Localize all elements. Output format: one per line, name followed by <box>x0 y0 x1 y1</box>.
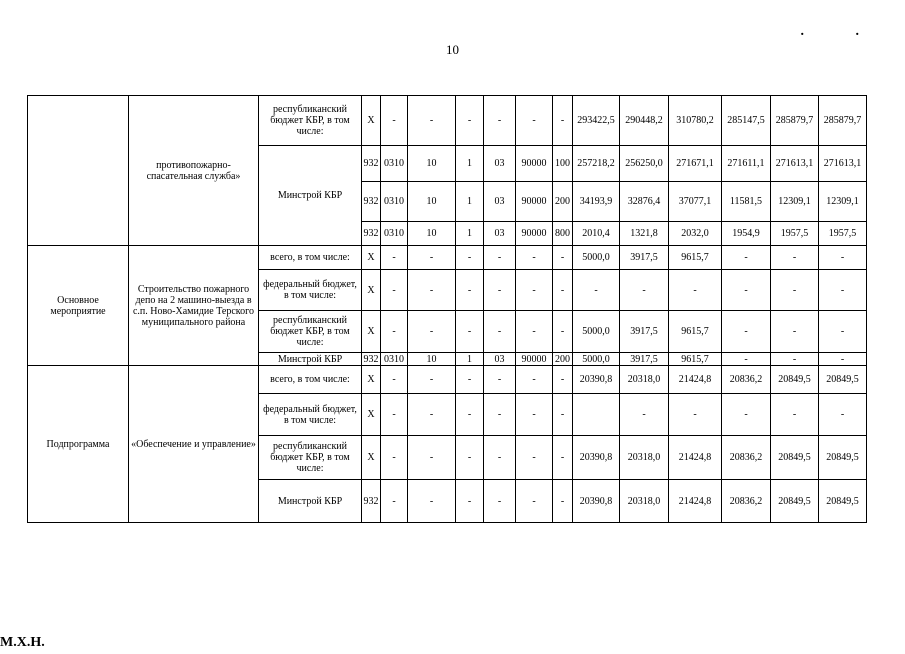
table-cell: 3917,5 <box>620 311 669 353</box>
table-cell: - <box>722 353 771 366</box>
table-cell: - <box>819 246 867 270</box>
table-cell: - <box>819 311 867 353</box>
table-cell: 11581,5 <box>722 182 771 222</box>
table-cell: 285879,7 <box>819 96 867 146</box>
table-cell: республиканский бюджет КБР, в том числе: <box>259 436 362 480</box>
name-cell-2: Строительство пожарного депо на 2 машино-выезда в с.п. Ново-Хамидие Терского муниципального района <box>129 246 259 366</box>
table-cell: - <box>456 436 484 480</box>
table-cell: X <box>362 311 381 353</box>
table-cell: X <box>362 394 381 436</box>
table-cell: - <box>408 96 456 146</box>
table-cell <box>573 394 620 436</box>
table-cell: 20390,8 <box>573 366 620 394</box>
table-cell: - <box>484 480 516 523</box>
table-cell: - <box>484 366 516 394</box>
table-cell: - <box>722 311 771 353</box>
table-cell: 271611,1 <box>722 146 771 182</box>
table-cell: - <box>381 366 408 394</box>
table-cell: X <box>362 366 381 394</box>
table-cell: 271613,1 <box>819 146 867 182</box>
table-cell: 1954,9 <box>722 222 771 246</box>
table-cell: 2032,0 <box>669 222 722 246</box>
table-cell: - <box>669 270 722 311</box>
table-cell: 90000 <box>516 222 553 246</box>
table-cell: 932 <box>362 480 381 523</box>
table-cell: - <box>408 311 456 353</box>
table-cell: 20836,2 <box>722 436 771 480</box>
table-cell: 1 <box>456 146 484 182</box>
table-cell: 0310 <box>381 182 408 222</box>
table-row <box>28 96 867 146</box>
table-cell: - <box>553 436 573 480</box>
table-cell: - <box>516 394 553 436</box>
table-cell: 10 <box>408 222 456 246</box>
table-cell: 932 <box>362 182 381 222</box>
table-cell: 21424,8 <box>669 366 722 394</box>
table-cell: - <box>484 246 516 270</box>
table-cell: - <box>381 394 408 436</box>
table-cell: 12309,1 <box>819 182 867 222</box>
table-cell: - <box>573 270 620 311</box>
table-cell: 271671,1 <box>669 146 722 182</box>
table-cell: - <box>516 311 553 353</box>
table-cell: 20849,5 <box>819 436 867 480</box>
table-cell: - <box>771 270 819 311</box>
table-cell: - <box>620 394 669 436</box>
type-cell-3: Подпрограмма <box>28 366 129 523</box>
table-cell: всего, в том числе: <box>259 246 362 270</box>
table-cell: - <box>381 436 408 480</box>
table-cell: - <box>456 270 484 311</box>
table-cell: - <box>620 270 669 311</box>
table-cell: - <box>381 96 408 146</box>
table-cell: 9615,7 <box>669 353 722 366</box>
table-cell: 932 <box>362 146 381 182</box>
budget-table <box>27 95 867 523</box>
table-cell: 20390,8 <box>573 480 620 523</box>
table-cell: 20849,5 <box>771 480 819 523</box>
table-cell: республиканский бюджет КБР, в том числе: <box>259 96 362 146</box>
table-cell: всего, в том числе: <box>259 366 362 394</box>
table-cell: 20849,5 <box>819 480 867 523</box>
table-cell: - <box>381 270 408 311</box>
table-cell: 9615,7 <box>669 311 722 353</box>
table-cell: X <box>362 270 381 311</box>
table-row <box>28 246 867 270</box>
table-cell: 03 <box>484 182 516 222</box>
table-cell: 257218,2 <box>573 146 620 182</box>
table-cell: 12309,1 <box>771 182 819 222</box>
table-cell: - <box>408 366 456 394</box>
table-cell: 5000,0 <box>573 246 620 270</box>
table-cell: 310780,2 <box>669 96 722 146</box>
page-number: 10 <box>446 42 459 57</box>
table-cell: 5000,0 <box>573 353 620 366</box>
table-cell: - <box>456 366 484 394</box>
name-cell-1: противопожарно-спасательная служба» <box>129 96 259 246</box>
table-cell: 20849,5 <box>771 366 819 394</box>
table-cell: - <box>381 246 408 270</box>
table-cell: 285879,7 <box>771 96 819 146</box>
table-cell: 20390,8 <box>573 436 620 480</box>
table-cell: - <box>819 394 867 436</box>
table-cell: 20849,5 <box>771 436 819 480</box>
table-cell: - <box>669 394 722 436</box>
table-cell: - <box>456 394 484 436</box>
table-cell: - <box>771 394 819 436</box>
name-cell-3: «Обеспечение и управление» <box>129 366 259 523</box>
table-cell: 271613,1 <box>771 146 819 182</box>
table-cell: 285147,5 <box>722 96 771 146</box>
table-cell: - <box>381 480 408 523</box>
table-cell: 1 <box>456 182 484 222</box>
table-cell: федеральный бюджет, в том числе: <box>259 270 362 311</box>
table-cell: 03 <box>484 222 516 246</box>
table-cell: X <box>362 96 381 146</box>
table-cell: - <box>456 96 484 146</box>
table-cell: - <box>553 366 573 394</box>
table-cell: Минстрой КБР <box>259 480 362 523</box>
table-cell: 21424,8 <box>669 436 722 480</box>
table-cell: 290448,2 <box>620 96 669 146</box>
table-cell: 0310 <box>381 146 408 182</box>
table-cell: - <box>408 270 456 311</box>
table-body <box>28 96 867 523</box>
table-cell: Минстрой КБР <box>259 353 362 366</box>
bottom-cut-text: М.Х.Н. <box>0 635 45 650</box>
table-cell: 34193,9 <box>573 182 620 222</box>
table-row <box>28 366 867 394</box>
table-cell: - <box>408 246 456 270</box>
table-cell: федеральный бюджет, в том числе: <box>259 394 362 436</box>
table-cell: - <box>408 436 456 480</box>
table-cell: 20318,0 <box>620 366 669 394</box>
table-cell: 1321,8 <box>620 222 669 246</box>
table-cell: 3917,5 <box>620 246 669 270</box>
table-cell: Минстрой КБР <box>259 146 362 246</box>
table-cell: - <box>484 436 516 480</box>
table-cell: - <box>456 246 484 270</box>
table-cell: 932 <box>362 222 381 246</box>
table-cell: - <box>456 311 484 353</box>
table-cell: 1 <box>456 222 484 246</box>
table-cell: - <box>771 311 819 353</box>
table-cell: - <box>381 311 408 353</box>
table-cell: - <box>819 353 867 366</box>
table-cell: - <box>484 394 516 436</box>
table-cell: 32876,4 <box>620 182 669 222</box>
table-cell: 20849,5 <box>819 366 867 394</box>
table-cell: - <box>516 270 553 311</box>
table-cell: - <box>553 394 573 436</box>
table-cell: 9615,7 <box>669 246 722 270</box>
table-cell: - <box>722 394 771 436</box>
table-cell: республиканский бюджет КБР, в том числе: <box>259 311 362 353</box>
table-cell: 20318,0 <box>620 480 669 523</box>
table-cell: 37077,1 <box>669 182 722 222</box>
table-cell: 90000 <box>516 146 553 182</box>
table-cell: X <box>362 436 381 480</box>
table-cell: - <box>819 270 867 311</box>
table-cell: - <box>553 246 573 270</box>
table-cell: 0310 <box>381 353 408 366</box>
table-cell: - <box>722 270 771 311</box>
table-cell: - <box>553 311 573 353</box>
table-cell: 10 <box>408 146 456 182</box>
table-cell: 1957,5 <box>771 222 819 246</box>
table-cell: 21424,8 <box>669 480 722 523</box>
table-cell: 20836,2 <box>722 366 771 394</box>
table-cell: - <box>516 246 553 270</box>
table-cell: - <box>408 480 456 523</box>
type-cell-2: Основное мероприятие <box>28 246 129 366</box>
table-cell: 3917,5 <box>620 353 669 366</box>
table-cell: 800 <box>553 222 573 246</box>
table-cell: 256250,0 <box>620 146 669 182</box>
type-cell-1 <box>28 96 129 246</box>
table-cell: - <box>516 480 553 523</box>
table-cell: 1957,5 <box>819 222 867 246</box>
table-cell: - <box>516 96 553 146</box>
table-cell: - <box>456 480 484 523</box>
table-cell: - <box>771 246 819 270</box>
table-cell: - <box>516 436 553 480</box>
table-cell: 10 <box>408 182 456 222</box>
table-cell: - <box>484 311 516 353</box>
table-cell: - <box>722 246 771 270</box>
table-cell: 2010,4 <box>573 222 620 246</box>
table-cell: - <box>484 96 516 146</box>
table-cell: 5000,0 <box>573 311 620 353</box>
corner-marks: . . <box>800 24 883 39</box>
table-cell: - <box>771 353 819 366</box>
table-cell: 1 <box>456 353 484 366</box>
table-cell: 20318,0 <box>620 436 669 480</box>
table-cell: 20836,2 <box>722 480 771 523</box>
table-cell: 0310 <box>381 222 408 246</box>
table-cell: 200 <box>553 353 573 366</box>
table-cell: 932 <box>363 353 379 365</box>
table-cell: 100 <box>553 146 573 182</box>
table-cell: X <box>362 246 381 270</box>
table-cell: 200 <box>553 182 573 222</box>
table-cell: - <box>553 480 573 523</box>
table-cell: 10 <box>408 353 456 366</box>
table-cell: - <box>553 270 573 311</box>
table-cell: - <box>516 366 553 394</box>
table-cell: 90000 <box>516 182 553 222</box>
table-cell: 03 <box>484 353 516 366</box>
table-cell: 90000 <box>516 353 553 366</box>
table-cell: - <box>484 270 516 311</box>
table-cell: - <box>408 394 456 436</box>
table-cell: 293422,5 <box>573 96 620 146</box>
table-cell: 03 <box>484 146 516 182</box>
table-cell: - <box>553 96 573 146</box>
